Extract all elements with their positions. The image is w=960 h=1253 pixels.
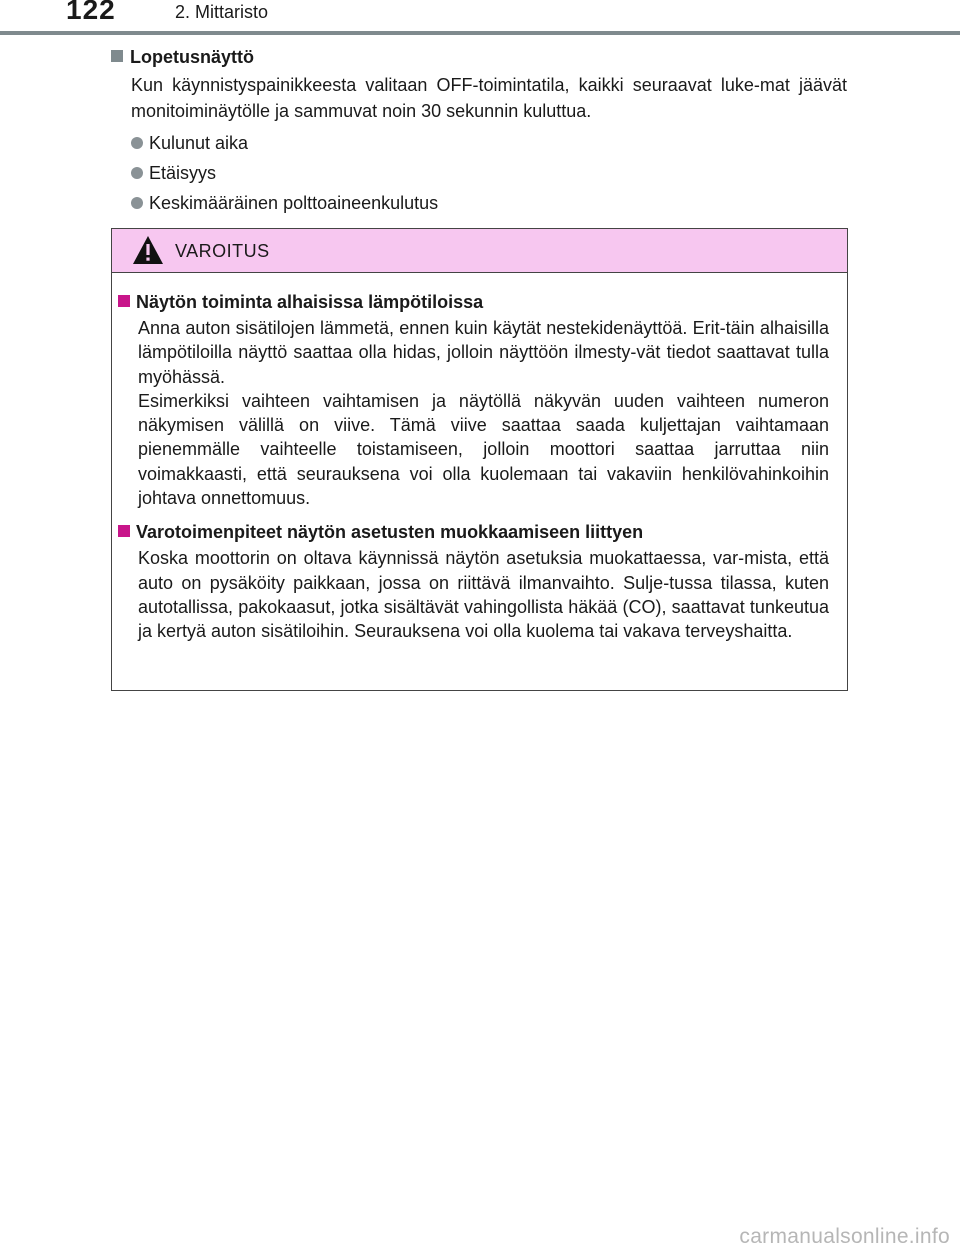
section-lopetusnaytto [111,46,847,222]
square-bullet-icon [111,50,123,62]
circle-bullet-icon [131,137,143,149]
header-divider [0,31,960,35]
list-item [131,132,847,154]
watermark: carmanualsonline.info [739,1225,950,1248]
bullet-list [131,132,847,214]
warning-item [118,521,829,643]
warning-item-heading [118,521,829,543]
list-item-text: Kulunut aika [149,133,249,153]
warning-paragraph: Anna auton sisätilojen lämmetä, ennen kuin käytät nestekidenäyttöä. Erit-täin alhaisilla lämpötiloilla näyttö saattaa olla hidas, jolloin näyttöön ilmesty-vät tiedot saattavat tulla myöhässä. [138,318,829,387]
section-title: Lopetusnäyttö [130,47,254,67]
list-item [131,192,847,214]
page-header [0,0,960,36]
warning-paragraph: Esimerkiksi vaihteen vaihtamisen ja näytöllä näkyvän uuden vaihteen numeron näkymisen välillä on viive. Tämä viive saattaa saada kuljettajan vaihtamaan pienemmälle vaihteelle toistamiseen, jolloin moottori saattaa jarruttaa niin voimakkaasti, että seurauksena voi olla kuolemaan tai vakaviin henkilövahinkoihin johtava onnettomuus. [138,390,829,509]
warning-triangle-icon [132,235,164,265]
warning-paragraph: Koska moottorin on oltava käynnissä näytön asetuksia muokattaessa, var-mista, että auto on pysäköity paikkaan, jossa on riittävä ilmanvaihto. Sulje-tussa tilassa, kuten autotallissa, pakokaasut, jotka sisältävät vahingollista häkää (CO), saattavat tunkeutua ja kertyä auton sisätiloihin. Seurauksena voi olla kuolema tai vakava terveyshaitta. [138,548,829,642]
section-body: Kun käynnistyspainikkeesta valitaan OFF-toimintatila, kaikki seuraavat luke-mat jäävät monitoiminäytölle ja sammuvat noin 30 sekunnin kuluttua. [131,75,847,121]
warning-box [111,228,848,691]
warning-item-title: Varotoimenpiteet näytön asetusten muokkaamiseen liittyen [136,522,644,543]
square-bullet-icon [118,525,130,537]
circle-bullet-icon [131,197,143,209]
list-item-text: Keskimääräinen polttoaineenkulutus [149,193,439,213]
page-number: 122 [66,0,116,25]
warning-header [112,229,847,273]
warning-item-title: Näytön toiminta alhaisissa lämpötiloissa [136,292,484,312]
list-item [131,162,847,184]
circle-bullet-icon [131,167,143,179]
warning-item-heading [118,291,829,313]
warning-item [118,291,829,510]
list-item-text: Etäisyys [149,163,217,183]
section-heading [111,46,847,68]
chapter-title: 2. Mittaristo [175,2,269,22]
warning-title: VAROITUS [175,241,270,261]
warning-body [112,273,847,644]
square-bullet-icon [118,295,130,307]
